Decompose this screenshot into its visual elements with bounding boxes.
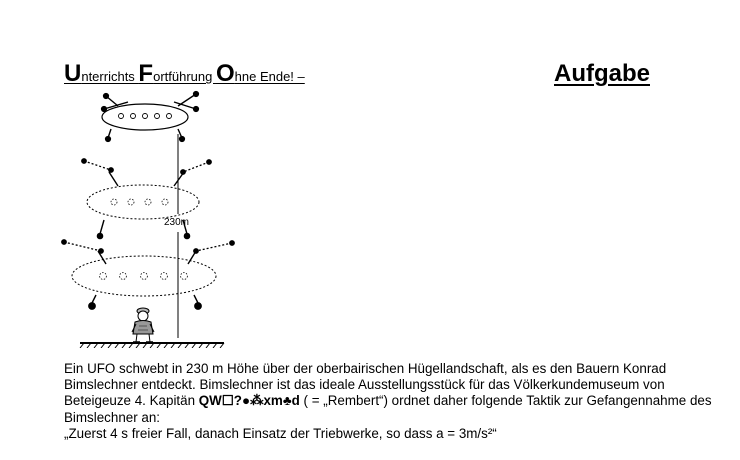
ufo-figure — [56, 86, 246, 348]
ufo-middle-dashed — [82, 159, 212, 239]
captain-name: QW☐?●⁂xm♣d — [198, 393, 300, 409]
problem-text — [64, 361, 714, 442]
title-initial-f: F — [138, 60, 154, 87]
ufo-lower-dashed — [62, 240, 235, 310]
task-label: Aufgabe — [554, 60, 650, 87]
problem-sentence-1: Ein UFO schwebt in 230 m Höhe über der oberbairischen Hügellandschaft, als es den Bauern Konrad Bimslechner entdeckt. Bimslechner ist das ideale Ausstellungsstück für das Völkerkundemuseum von Beteigeuze 4. Kapitän — [64, 361, 667, 409]
title-rest-1: nterrichts — [81, 69, 139, 84]
ufo-solid — [101, 91, 198, 141]
title-part-3 — [215, 60, 305, 87]
title-rest-3: hne Ende! – — [234, 69, 305, 84]
farmer-figure — [132, 308, 154, 342]
ground — [80, 343, 224, 348]
title-initial-o: O — [215, 60, 235, 87]
title-part-1 — [64, 60, 139, 87]
altitude-label: 230m — [164, 217, 190, 228]
title-rest-2: ortführung — [153, 69, 216, 84]
title-initial-u: U — [64, 60, 82, 87]
title-part-2 — [138, 60, 216, 87]
header-title — [64, 60, 305, 88]
captain-quote: „Zuerst 4 s freier Fall, danach Einsatz der Triebwerke, so dass a = 3m/s²“ — [64, 425, 497, 441]
problem-sentence-2: ( = „Rembert“) ordnet daher folgende Taktik zur Gefangennahme des Bimslechner an: — [64, 393, 712, 425]
